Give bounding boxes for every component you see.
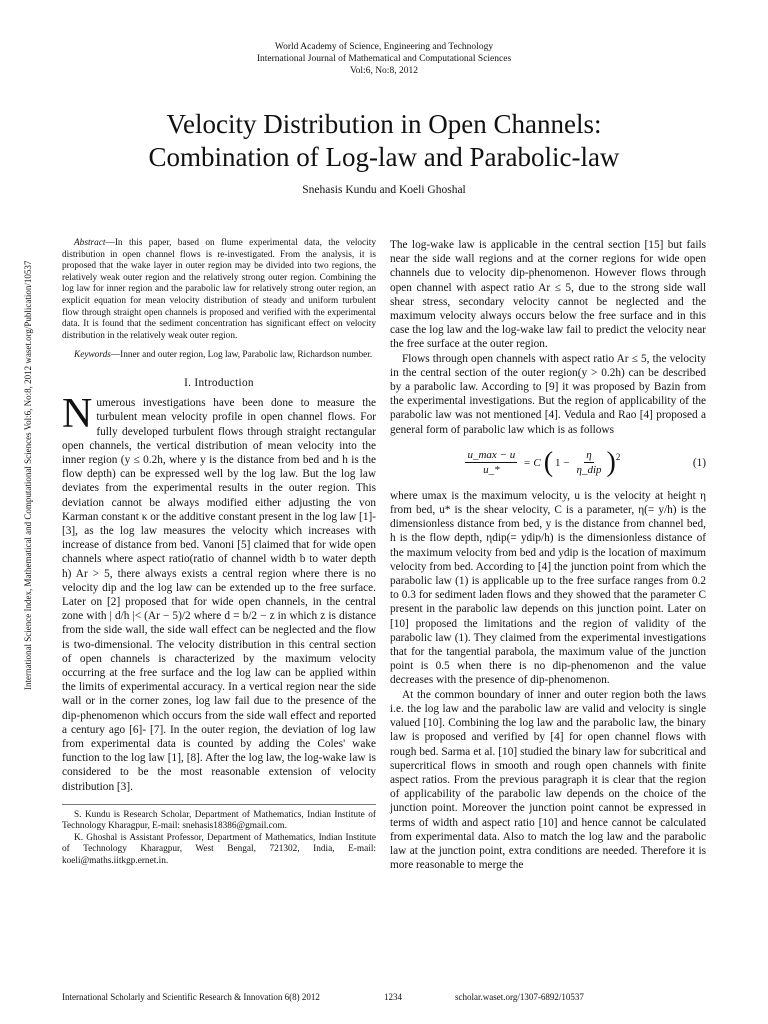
- right-column: [390, 238, 706, 872]
- title-line-2: Combination of Log-law and Parabolic-law: [148, 142, 620, 172]
- right-paragraph-3: where umax is the maximum velocity, u is the velocity at height η from bed, u* is the shear velocity, C is a parameter, η(= y/h) is the dimensionless distance from bed, y is the distance from channel bed, h is the flow depth, ηdip(= ydip/h) is the dimensionless distance of the maximum velocity from bed and ydip is the location of maximum velocity from bed. According to [4] the junction point from which the parabolic law (1) is applicable up to the free surface ranges from 0.2 to 0.3 for sediment laden flows and they showed that the parameter C present in the parabolic law depends on this junction point. Later on [10] proposed the limitations and the region of validity of the parabolic law (1). They claimed from the experimental investigations that for the tangential parabola, the maximum value of the junction point is 0.5 when there is no dip-phenomenon and the value decreases with the presence of dip-phenomenon.: [390, 489, 706, 687]
- paper-title: [40, 108, 728, 174]
- keywords: [62, 350, 376, 362]
- footnote-author-1: S. Kundu is Research Scholar, Department of Mathematics, Indian Institute of Technology Kharagpur, E-mail: snehasis18386@gmail.com.: [62, 809, 376, 832]
- keywords-text: —Inner and outer region, Log law, Parabolic law, Richardson number.: [110, 350, 373, 361]
- right-paragraph-4: At the common boundary of inner and outer region both the laws i.e. the log law and the parabolic law are valid and velocity is single valued [10]. Combining the log law and the parabolic law, the binary law is proposed and verified by [4] for open channel flows with rough bed. Sarma et al. [10] studied the binary law for subcritical and supercritical flows in smooth and rough open channels with finite aspect ratios. From the previous paragraph it is clear that the region of applicability of the parabolic law depends on the choice of the junction point. Moreover the junction point cannot be expressed in terms of width and aspect ratio [10] and hence cannot be calculated from experimental data. Also to match the log law and the parabolic law at the junction point, extra conditions are needed. Therefore it is more reasonable to merge the: [390, 688, 706, 872]
- authors: Snehasis Kundu and Koeli Ghoshal: [302, 184, 466, 196]
- page-number: 1234: [384, 992, 402, 1002]
- equation-right-denominator: η_dip: [576, 464, 602, 477]
- equation-body: [390, 448, 693, 477]
- equation-equals-c: = C: [523, 456, 541, 469]
- equation-close-paren: ): [606, 446, 616, 478]
- equation-one-minus: 1 −: [555, 456, 570, 469]
- title-line-1: Velocity Distribution in Open Channels:: [166, 109, 602, 139]
- drop-cap: N: [62, 391, 93, 438]
- equation-right-fraction: [575, 448, 604, 477]
- footnote-author-2: K. Ghoshal is Assistant Professor, Department of Mathematics, Indian Institute of Technology Kharagpur, West Bengal, 721302, India, E-mail: koeli@maths.iitkgp.ernet.in.: [62, 832, 376, 866]
- intro-paragraph: [62, 391, 376, 794]
- abstract: [62, 238, 376, 342]
- abstract-label: Abstract: [74, 238, 106, 248]
- intro-text: umerous investigations have been done to measure the turbulent mean velocity profile in open channel flows. For fully developed turbulent flows through straight rectangular open channels, the vertical distribution of mean velocity into the inner region (y ≤ 0.2h, where y is the distance from bed and h is the flow depth) can be expressed well by the log law. But the log law deviates from the experimental results in the outer region. This deviation cannot be always modified either adjusting the von Karman constant κ or the additive constant present in the log law [1]- [3], as the log law measures the velocity which increases with increase of distance from bed. Vanoni [5] claimed that for wide open channels where aspect ratio(ratio of channel width b to water depth h) Ar > 5, there always exists a central region where there is no velocity dip and the log law can be extended up to the free surface. Later on [2] proposed that for wide open channels, in the central zone with | d/h |< (Ar − 5)/2 where d = b/2 − z in which z is distance from the side wall, the side wall effect can be neglected and the flow is two-dimensional. The velocity distribution in this central section of open channels is characterized by the maximum velocity occurring at the free surface and the log law can be applied within the limits of experimental accuracy. In a vertical region near the side wall or in the corner zones, log law fail due to the presence of the dip-phenomenon which occurs from the side wall effect and reported a century ago [6]- [7]. In the outer region, the deviation of log law from experimental data is counted by adding the Coles' wake function to the log law [1], [8]. After the log law, the log-wake law is considered to be the most reasonable extension of velocity distribution [3].: [62, 397, 376, 793]
- equation-number: (1): [692, 456, 706, 469]
- equation-left-numerator: u_max − u: [465, 448, 517, 463]
- journal-name: World Academy of Science, Engineering and Technology: [274, 42, 494, 52]
- side-note: International Science Index, Mathematical and Computational Sciences Vol:6, No:8, 2012 waset.org/Publication/10537: [23, 260, 33, 690]
- footer-publisher: International Scholarly and Scientific Research & Innovation 6(8) 2012: [62, 992, 320, 1002]
- abstract-text: —In this paper, based on flume experimental data, the velocity distribution in open channel flows is re-investigated. From the analysis, it is proposed that the wake layer in outer region may be divided into two regions, the relatively weak outer region and the relatively strong outer region. Combining the log law for inner region and the parabolic law for relatively strong outer region, an explicit equation for mean velocity distribution of steady and uniform turbulent flow through straight open channels is proposed and verified with the experimental data. It is found that the sediment concentration has significant effect on velocity distribution in the relatively weak outer region.: [62, 238, 376, 341]
- equation-left-fraction: [465, 448, 517, 477]
- footer-url[interactable]: scholar.waset.org/1307-6892/10537: [455, 992, 584, 1002]
- equation-right-numerator: η: [584, 448, 593, 463]
- equation-1: [390, 443, 706, 483]
- left-column: [62, 238, 376, 867]
- keywords-label: Keywords: [74, 350, 111, 361]
- section-heading-introduction: I. Introduction: [184, 376, 254, 389]
- equation-left-denominator: u_*: [483, 464, 500, 477]
- right-paragraph-1: The log-wake law is applicable in the central section [15] but fails near the side wall regions and at the corner regions for wide open channels due to velocity dip-phenomenon. However flows through open channel with aspect ratio Ar ≤ 5, due to the strong side wall shear stress, secondary velocity cannot be neglected and the maximum velocity always occurs below the free surface and in this case the log law and the log-wake law fail to predict the velocity near the free surface at the outer region.: [390, 239, 706, 351]
- right-paragraph-2: Flows through open channels with aspect ratio Ar ≤ 5, the velocity in the central section of the outer region(y > 0.2h) can be described by a parabolic law. According to [9] it was proposed by Bazin from the experimental investigations. But the region of applicability of the parabolic law was not mentioned [4]. Vedula and Rao [4] proposed a general form of parabolic law which is as follows: [390, 352, 706, 436]
- journal-subtitle: International Journal of Mathematical and Computational Sciences: [256, 54, 512, 64]
- footnotes: [62, 804, 376, 868]
- equation-exponent: 2: [615, 452, 621, 463]
- equation-open-paren: (: [543, 446, 554, 478]
- journal-volume: Vol:6, No:8, 2012: [350, 66, 418, 76]
